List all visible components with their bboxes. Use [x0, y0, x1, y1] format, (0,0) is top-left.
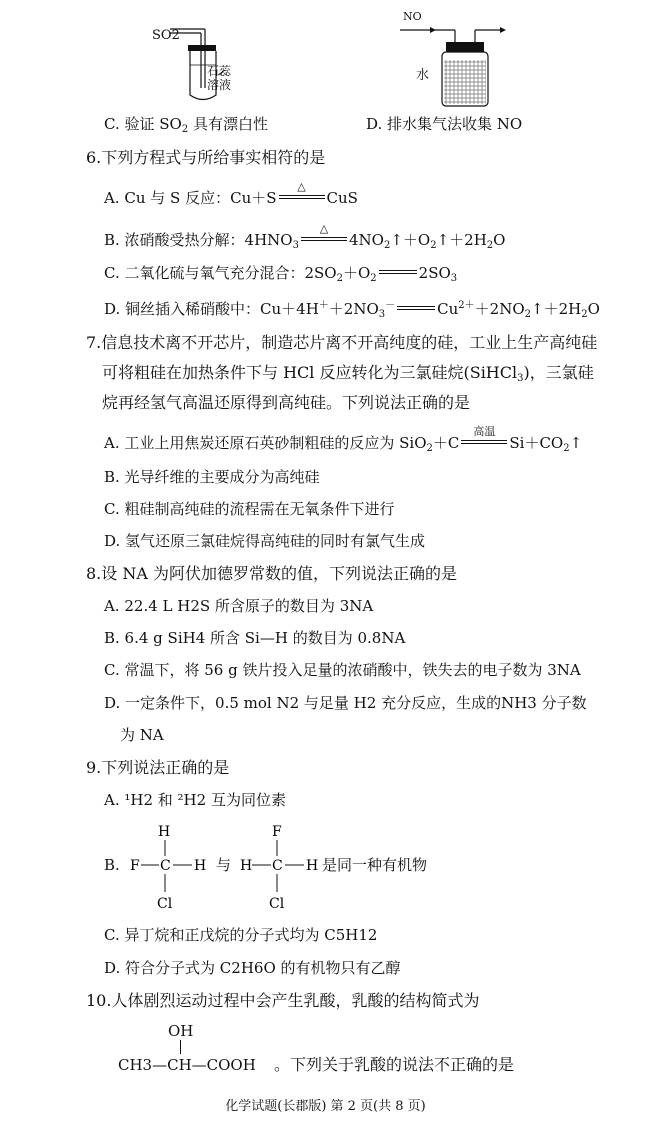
no-gas-label: NO [403, 10, 422, 23]
q10-stem-tail: 。下列关于乳酸的说法不正确的是 [274, 1055, 515, 1074]
lactic-acid-formula: CH3—CH—COOH [118, 1056, 256, 1074]
q9-option-c: C. 异丁烷和正戊烷的分子式均为 C5H12 [104, 926, 378, 944]
so2-gas-label: SO2 [152, 28, 180, 43]
q9-option-a: A. ¹H2 和 ²H2 互为同位素 [104, 791, 286, 809]
q6-stem: 6.下列方程式与所给事实相符的是 [86, 148, 326, 167]
q6-option-a: A. Cu 与 S 反应：Cu＋S △ CuS [104, 180, 358, 207]
svg-text:F: F [272, 824, 282, 840]
q8-stem: 8.设 NA 为阿伏加德罗常数的值，下列说法正确的是 [86, 564, 457, 583]
q10-stem-line1: 10.人体剧烈运动过程中会产生乳酸，乳酸的结构简式为 [86, 991, 480, 1010]
q8-option-a: A. 22.4 L H2S 所含原子的数目为 3NA [104, 597, 374, 615]
q7-option-d: D. 氢气还原三氯硅烷得高纯硅的同时有氯气生成 [104, 532, 426, 550]
litmus-label-2: 溶液 [207, 78, 232, 92]
q9-stem: 9.下列说法正确的是 [86, 758, 230, 777]
q6-option-c: C. 二氧化硫与氧气充分混合：$2SO_2+O_2$ $2SO_3$ [104, 264, 458, 284]
q7-stem-line2: 可将粗硅在加热条件下与 HCl 反应转化为三氯硅烷(SiHCl$_3$)，三氯硅 [102, 363, 594, 384]
q7-stem-line3: 烷再经氢气高温还原得到高纯硅。下列说法正确的是 [102, 393, 471, 412]
structure-chfcl-left [124, 820, 224, 914]
q9-option-b-prefix: B. [104, 856, 120, 874]
page-footer: 化学试题(长郡版) 第 2 页(共 8 页) [225, 1099, 426, 1114]
q6-option-b: B. 浓硝酸受热分解：$4HNO_3$ △ $4NO_2↑+O_2↑+2H_2O$ [104, 222, 506, 251]
svg-text:H: H [158, 824, 171, 840]
svg-text:F: F [130, 858, 140, 874]
svg-text:H: H [240, 858, 253, 874]
q8-option-d-line2: 为 NA [120, 726, 164, 744]
q7-option-a: A. 工业上用焦炭还原石英砂制粗硅的反应为 SiO$_2$＋C 高温 $Si+CO_2↑$ [104, 425, 583, 454]
structure-chfcl-right [236, 820, 336, 914]
q9-option-d: D. 符合分子式为 C2H6O 的有机物只有乙醇 [104, 959, 401, 977]
q7-option-c: C. 粗硅制高纯硅的流程需在无氧条件下进行 [104, 500, 395, 518]
q8-option-b: B. 6.4 g SiH4 所含 Si—H 的数目为 0.8NA [104, 629, 406, 647]
water-label: 水 [416, 68, 430, 83]
q5-option-d: D. 排水集气法收集 NO [366, 115, 523, 133]
svg-text:C: C [272, 858, 283, 874]
lactic-acid-oh: OH [168, 1022, 194, 1040]
q8-option-d-line1: D. 一定条件下，0.5 mol N2 与足量 H2 充分反应，生成的NH3 分子数 [104, 694, 587, 712]
svg-text:H: H [194, 858, 207, 874]
q7-stem-line1: 7.信息技术离不开芯片，制造芯片离不开高纯度的硅，工业上生产高纯硅 [86, 333, 598, 352]
q9-option-b-suffix: 是同一种有机物 [322, 856, 428, 874]
svg-text:Cl: Cl [269, 896, 285, 912]
svg-text:C: C [160, 858, 171, 874]
q8-option-c: C. 常温下，将 56 g 铁片投入足量的浓硝酸中，铁失去的电子数为 3NA [104, 661, 581, 679]
q5-option-c: C. 验证 $SO_2$ 具有漂白性 [104, 115, 268, 135]
litmus-label-1: 石蕊 [207, 64, 232, 78]
lactic-acid-bond [180, 1040, 181, 1054]
no-water-collection-apparatus [400, 8, 510, 108]
svg-text:H: H [306, 858, 319, 874]
svg-text:Cl: Cl [157, 896, 173, 912]
q6-option-d: D. 铜丝插入稀硝酸中：$Cu+4H^++2NO_3^-$ $Cu^{2+}+2NO_2↑+2H_2O$ [104, 300, 600, 320]
q7-option-b: B. 光导纤维的主要成分为高纯硅 [104, 468, 320, 486]
q9-option-b-mid: 与 [216, 856, 232, 874]
